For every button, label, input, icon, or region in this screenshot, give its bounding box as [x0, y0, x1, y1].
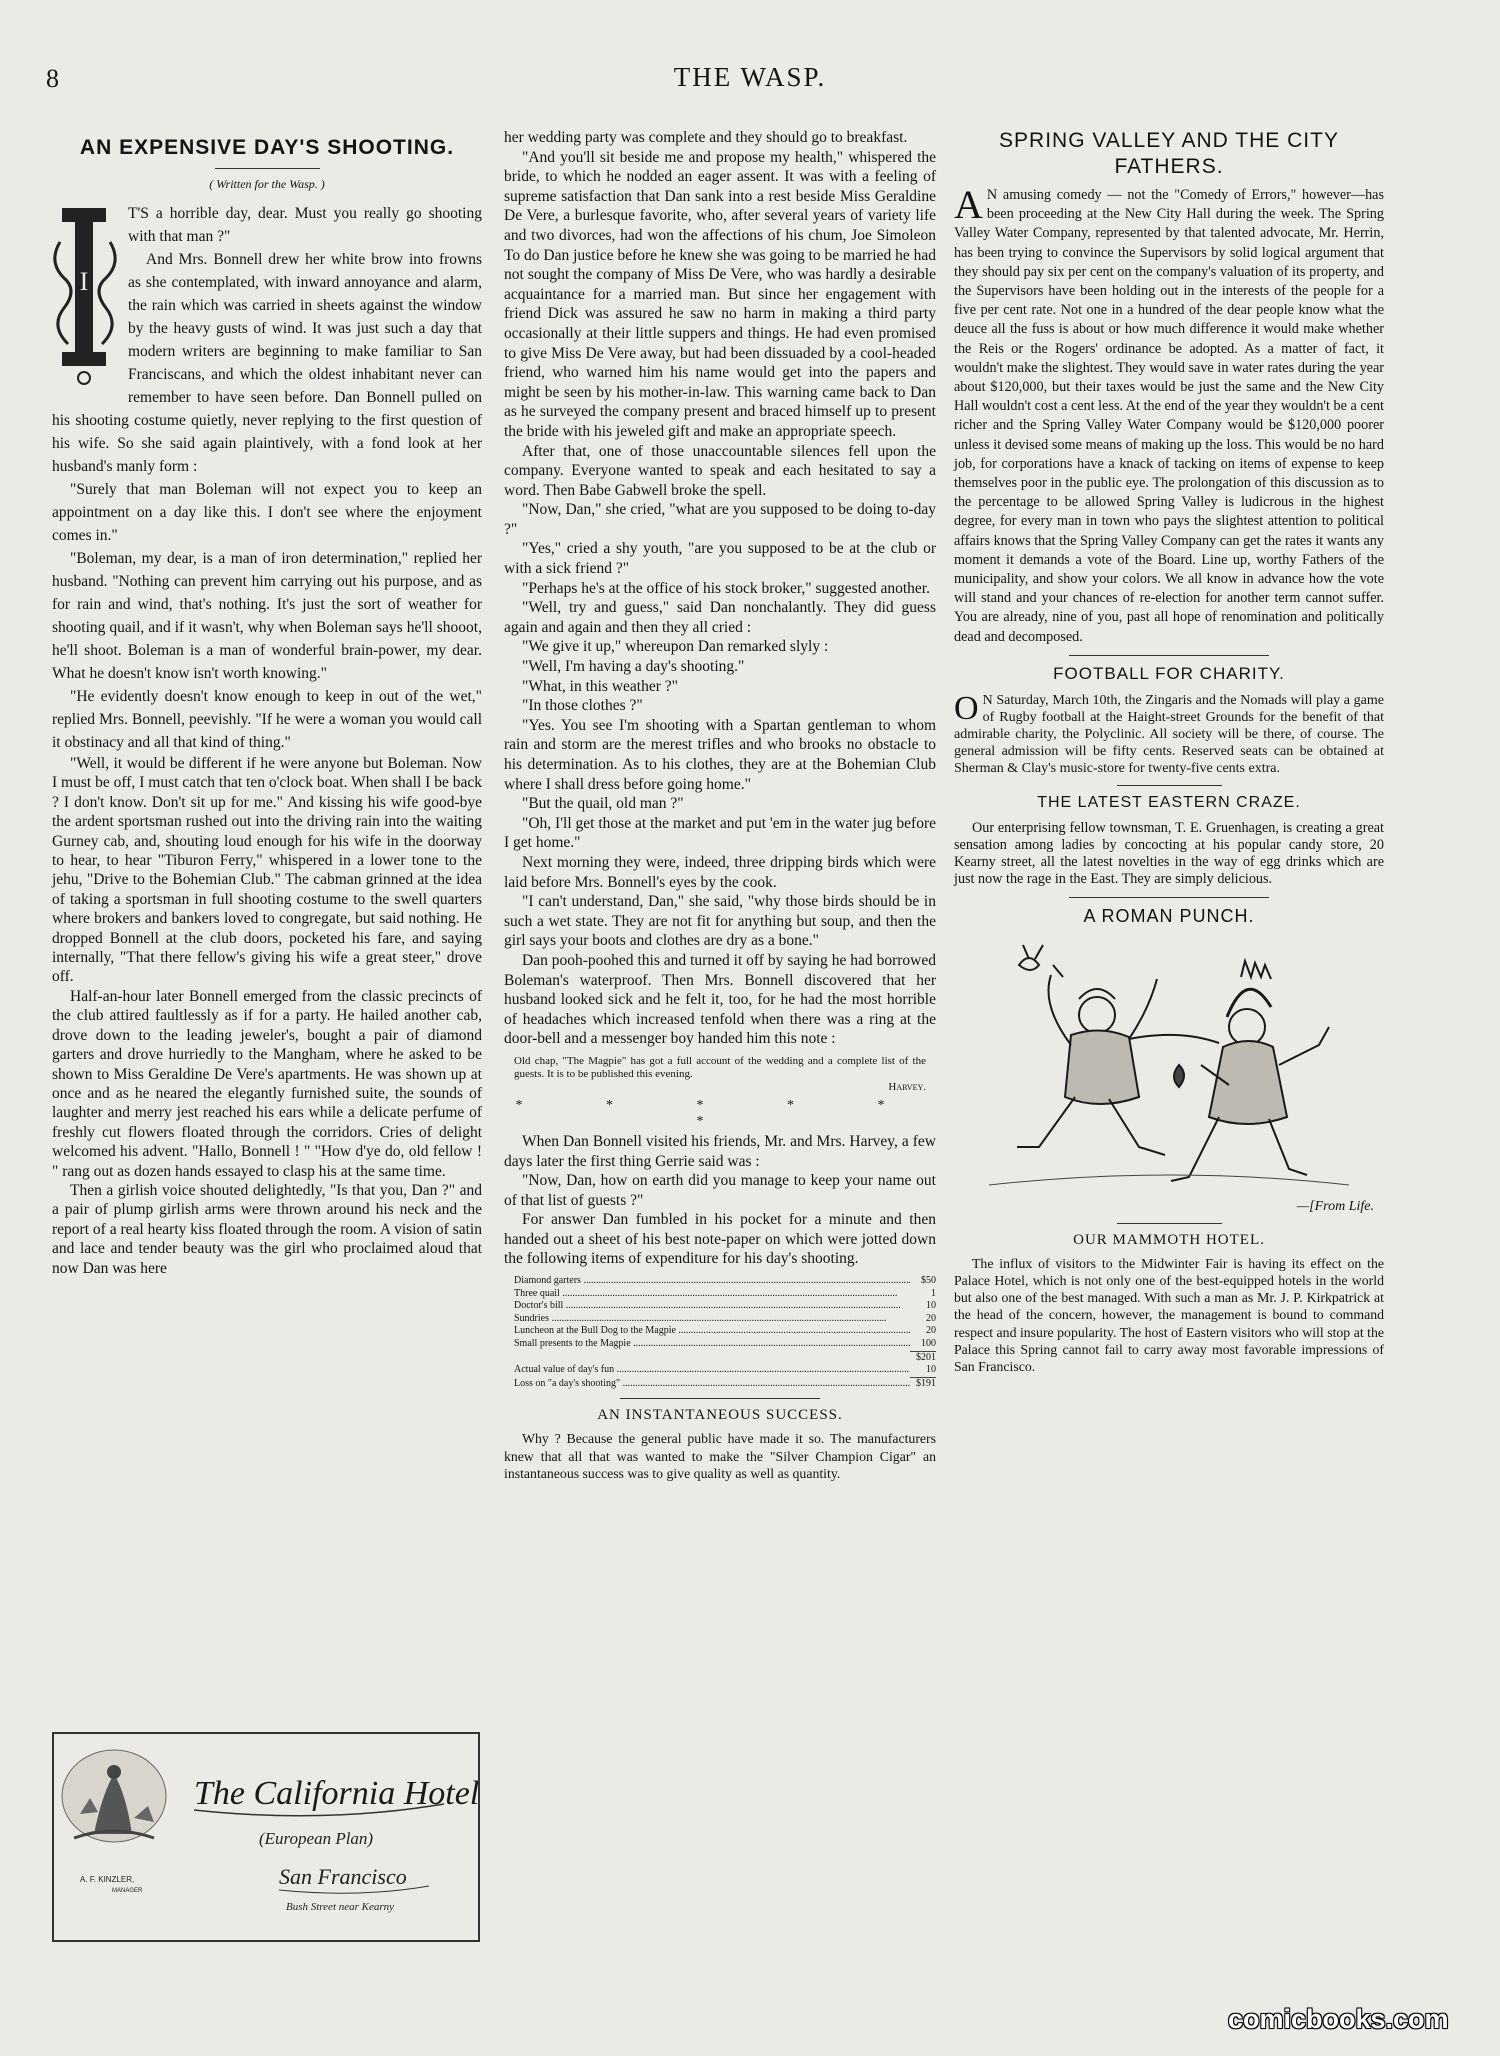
page-number: 8 [46, 64, 59, 93]
messenger-note [514, 1055, 926, 1094]
article-title: OUR MAMMOTH HOTEL. [1073, 1231, 1265, 1248]
hotel-city: San Francisco [279, 1864, 407, 1889]
paragraph: Why ? Because the general public have made it so. The manufacturers knew that all that was wanted to make the "Silver Champion Cigar" an instantaneous success was to give quality as well as quantity. [504, 1431, 936, 1481]
actual-value-row: Actual value of day's fun ..... 10 [514, 1364, 936, 1377]
paragraph: "Well, I'm having a day's shooting." [522, 658, 745, 676]
paragraph: "Surely that man Boleman will not expect you to keep an appointment on a day like this. I don't see where the enjoyment comes in." [52, 481, 482, 544]
column-3 [954, 128, 1384, 1375]
watermark: comicbooks.com [1228, 2004, 1449, 2034]
article-title: FOOTBALL FOR CHARITY. [1053, 663, 1285, 683]
article-title: SPRING VALLEY AND THE CITY FATHERS. [999, 129, 1339, 178]
expense-row: Luncheon at the Bull Dog to the Magpie ..... 20 [514, 1325, 936, 1338]
laurel-wreath [1019, 958, 1039, 970]
masthead-title: THE WASP. [673, 62, 827, 92]
divider [1069, 655, 1269, 656]
paragraph: "But the quail, old man ?" [522, 795, 684, 813]
hotel-address: Bush Street near Kearny [286, 1901, 395, 1913]
paragraph: Our enterprising fellow townsman, T. E. Gruenhagen, is creating a great sensation among ladies by concocting at his popular candy store, 20 Kearny street, all the latest novelties in the way of egg drinks which are just now the rage in the East. They are simply delicious. [954, 819, 1384, 888]
note-text: Old chap, "The Magpie" has got a full account of the wedding and a complete list of the guests. It is to be published this evening. [514, 1054, 926, 1080]
paragraph: "Now, Dan," she cried, "what are you supposed to be doing to-day ?" [504, 501, 936, 538]
paragraph: T'S a horrible day, dear. Must you really go shooting with that man ?" [128, 205, 482, 245]
expense-list [514, 1275, 936, 1390]
image-credit: —[From Life. [1296, 1198, 1374, 1214]
paragraph: "Perhaps he's at the office of his stock broker," suggested another. [522, 579, 930, 597]
divider [620, 1398, 820, 1399]
paragraph: For answer Dan fumbled in his pocket for a minute and then handed out a sheet of his best note-paper on which were jotted down the following items of expenditure for his day's shooting. [504, 1211, 936, 1268]
paragraph: Then a girlish voice shouted delightedly, "Is that you, Dan ?" and a pair of plump girlish arms were thrown around his neck and the report of a real hearty kiss floated through the room. A vision of satin and lace and tender beauty was the girl who proclaimed aloud that now Dan was here [52, 1181, 482, 1277]
divider [1117, 785, 1222, 786]
paragraph: "We give it up," whereupon Dan remarked slyly : [522, 638, 829, 656]
paragraph: Half-an-hour later Bonnell emerged from the classic precincts of the club attired faultlessly as if for a party. He hailed another cab, drove down to the leading jeweler's, bought a pair of diamond garters and drove hurriedly to the Mangham, where he asked to be shown to Miss Geraldine De Vere's apartments. He was shown up at once and as he neared the elegantly furnished suite, the sounds of laughter and merry jest reached his ears while a delicate perfume of freshly cut flowers floated through the corridors. Cries of delight welcomed his advent. "Hallo, Bonnell ! " "How d'ye do, old fellow ! " rang out as dozen hands essayed to clasp his at the same time. [52, 987, 482, 1180]
paragraph: "Boleman, my dear, is a man of iron determination," replied her husband. "Nothing can prevent him carrying out his purpose, and as for rain and wind, that's nothing. It's just the sort of weather for shooting quail, and if it wasn't, why when Boleman says he'll shooot, he'll shoot. Boleman is a man of wonderful brain-power, my dear. What he doesn't know isn't worth knowing." [52, 550, 482, 682]
byline: ( Written for the Wasp. ) [209, 177, 325, 191]
paragraph: "Oh, I'll get those at the market and put 'em in the water jug before I get home." [504, 814, 936, 852]
california-hotel-advertisement [52, 1732, 480, 1942]
expense-total-row: $201 [916, 1351, 936, 1363]
paragraph: The influx of visitors to the Midwinter Fair is having its effect on the Palace Hotel, which is not only one of the best-equipped hotels in the world but also one of the best managed. With such a man as Mr. J. P. Kirkpatrick at the head of the concern, however, the management is bound to command respect and insure popularity. The host of Eastern visitors who will stop at the Palace this Spring cannot fail to carry away most favorable impressions of San Francisco. [954, 1255, 1384, 1374]
drop-cap: O [954, 689, 979, 727]
paragraph: "Yes," cried a shy youth, "are you supposed to be at the club or with a sick friend ?" [504, 540, 936, 578]
article-title: THE LATEST EASTERN CRAZE. [1037, 793, 1301, 811]
section-stars: * * * * * * [515, 1097, 925, 1129]
drop-cap: A [954, 182, 983, 227]
paragraph: her wedding party was complete and they should go to breakfast. [504, 129, 908, 146]
expense-row: Three quail ..... 1 [514, 1288, 936, 1301]
loss-row: Loss on "a day's shooting" ..... $191 [514, 1378, 936, 1391]
article-title: AN EXPENSIVE DAY'S SHOOTING. [79, 136, 455, 159]
expense-row: Sundries ..... 20 [514, 1313, 936, 1326]
article-title: AN INSTANTANEOUS SUCCESS. [597, 1407, 843, 1424]
paragraph: N amusing comedy — not the "Comedy of Errors," however—has been proceeding at the New City Hall during the week. The Spring Valley Water Company, represented by that talented advocate, Mr. Herrin, has been trying to convince the Supervisors by solid logical argument that they should pay six per cent on the company's valuation of its property, and the Supervisors have been holding out in the interests of the people for a five per cent rate. Not one in a hundred of the dear people know what the deuce all the fuss is about or how much difference it would make whether the Reis or the Rogers' ordinance be adopted. As a matter of fact, it wouldn't make the slightest. They would save in water rates during the year about $120,000, but their taxes would be just the same and the New City Hall wouldn't cost a cent less. At the end of the year they wouldn't be a cent richer and the Spring Valley Water Company would be $120,000 poorer unless it devised some means of making up the loss. This would be no hard job, for corporations have a knack of tacking on items of expense to keep themselves poor in the public eye. The prolongation of this discussion as to the percentage to be allowed Spring Valley is ludicrous in the highest degree, for every man in town who pays the slightest attention to political affairs knows that the Spring Valley Company can get the rates it wants any moment it demands a vote of the Board. Line up, worthy Fathers of the municipality, and show your colors. We all know in advance how the vote will stand and your chances of re-election for another term cannot suffer. You are already, nine of you, past all hope of renomination and politically dead and decomposed. [954, 187, 1384, 645]
paragraph: "Yes. You see I'm shooting with a Spartan gentleman to whom rain and storm are the merest trifles and who brooks no obstacle to his determination. As to his clothes, they are at the Bohemian Club where I shall dress before going home." [504, 716, 936, 793]
note-signature: Harvey. [888, 1080, 926, 1093]
divider [215, 168, 320, 169]
drop-cap-letter: I [79, 267, 89, 296]
column-2 [504, 128, 936, 1482]
paragraph: When Dan Bonnell visited his friends, Mr. and Mrs. Harvey, a few days later the first thing Gerrie said was : [504, 1132, 936, 1170]
divider [1117, 1223, 1222, 1224]
paragraph: "What, in this weather ?" [522, 677, 678, 695]
allegory-illustration [62, 1750, 166, 1842]
paragraph: And Mrs. Bonnell drew her white brow into frowns as she contemplated, with inward annoyance and alarm, the rain which was carried in sheets against the window by the heavy gusts of wind. It was just such a day that modern writers are beginning to make familiar to San Franciscans, and which the oldest inhabitant never can remember to have seen before. Dan Bonnell pulled on his shooting costume quietly, never replying to the first question of his wife. So she said again plaintively, with a fond look at her husband's manly form : [52, 251, 482, 475]
paragraph: "Well, it would be different if he were anyone but Boleman. Now I must be off, I must catch that ten o'clock boat. When shall I be back ? I don't know. Don't sit up for me." And kissing his wife good-bye the ardent sportsman rushed out into the driving rain into the waiting Gurney cab, and, shouting loud enough for his wife in the doorway to hear, to hear "Tiburon Ferry," whispered in a lower tone to the jehu, "Drive to the Bohemian Club." The cabman grinned at the idea of taking a sportsman in full shooting costume to the swell quarters where brokers and bankers loved to congregate, but said nothing. He dropped Bonnell at the club doors, pocketed his fare, and saying internally, "That there fellow's giving his wife a great steer," drove off. [52, 755, 482, 986]
hotel-plan: (European Plan) [259, 1829, 374, 1848]
roman-punch-cartoon [979, 935, 1359, 1197]
article-title: A ROMAN PUNCH. [1083, 905, 1255, 926]
paragraph: "I can't understand, Dan," she said, "why those birds should be in such a wet state. They are not fit for anything but soup, and then the girl says your boots and clothes are dry as a bone." [504, 893, 936, 950]
paragraph: "Now, Dan, how on earth did you manage to keep your name out of that list of guests ?" [504, 1172, 936, 1209]
expense-row: Small presents to the Magpie ..... 100 [514, 1338, 936, 1351]
paragraph: "Well, try and guess," said Dan nonchalantly. They did guess again and again and then they all cried : [504, 599, 936, 636]
paragraph: "In those clothes ?" [522, 697, 643, 715]
expense-row: Doctor's bill ..... 10 [514, 1300, 936, 1313]
ornamental-drop-cap [52, 202, 118, 387]
expense-row: Diamond garters ..... $50 [514, 1275, 936, 1288]
column-1 [52, 128, 482, 1278]
paragraph: Next morning they were, indeed, three dripping birds which were laid before Mrs. Bonnell's eyes by the cook. [504, 853, 936, 891]
hotel-manager-title: MANAGER [112, 1888, 143, 1894]
paragraph: After that, one of those unaccountable silences fell upon the company. Everyone wanted to speak and each hesitated to say a word. Then Babe Gabwell broke the spell. [504, 442, 936, 499]
paragraph: N Saturday, March 10th, the Zingaris and the Nomads will play a game of Rugby football at the Haight-street Grounds for the benefit of that admirable charity, the Polyclinic. All society will be there, of course. The general admission will be fifty cents. Reserved seats can be obtained at Sherman & Clay's music-store for twenty-five cents extra. [954, 692, 1384, 776]
paragraph: "And you'll sit beside me and propose my health," whispered the bride, to which he nodded an eager assent. It was with a feeling of supreme satisfaction that Dan sank into a rest beside Miss Geraldine De Vere, a burlesque favorite, who, after several years of variety life and two divorces, had won the affections of his chum, Joe Simoleon To do Dan justice before he knew she was going to be married he had not sought the company of Miss De Vere, who was hardly a desirable acquaintance for a married man. But since her engagement with friend Dick was assured he saw no harm in making a third party occasionally at their little suppers and things. He had even promised to give Miss De Vere away, but had been dissuaded by a cool-headed friend, who warned him his name would get into the papers and might be seen by his mother-in-law. This warning came back to Dan as he surveyed the company present and braced himself up to present the bride with his jeweled gift and make an appropriate speech. [504, 148, 936, 440]
paragraph: "He evidently doesn't know enough to keep in out of the wet," replied Mrs. Bonnell, peevishly. "If he were a woman you would call it obstinacy and all that kind of thing." [52, 688, 482, 751]
hotel-name: The California Hotel [194, 1775, 478, 1812]
paragraph: Dan pooh-poohed this and turned it off by saying he had borrowed Boleman's waterproof. Then Mrs. Bonnell discovered that her husband looked sick and he felt it, too, for he had the most horrible of headaches which increased tenfold when there was a ring at the door-bell and a messenger boy handed him this note : [504, 951, 936, 1048]
divider [1069, 897, 1269, 898]
hotel-manager: A. F. KINZLER, [80, 1875, 135, 1884]
